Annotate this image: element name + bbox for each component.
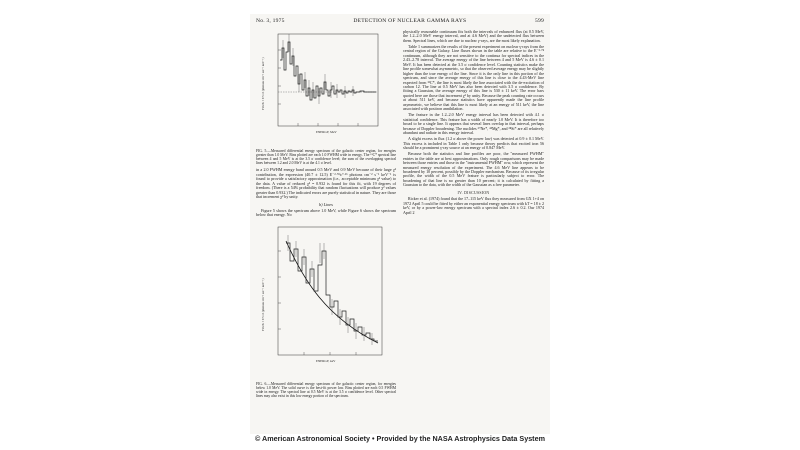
left-paragraph-1: in a 2.0 FWHM energy band around 0.5 MeV and 0.9 MeV because of their large χ² contribution, the expression (40.7 ± 12.5) E⁻²·⁷⁸±⁰·¹⁶ photons cm⁻² s⁻¹ keV⁻¹ is found to provide a satisfactory approximation (i.e., acceptable minimum χ² value) to the data. A value of reduced χ² = 0.932 is found for this fit, with 19 degrees of freedom. (There is a 54% probability that random fluctuations will produce χ² values greater than 0.932.) The indicated errors are purely statistical in nature. They are those that increment χ² by unity. — [256, 167, 396, 200]
figure-6-caption: FIG. 6.—Measured differential energy spectrum of the galactic center region, for energies below 1.0 MeV. The solid curve is the best-fit power law. Bins plotted are each 0.5 FWHM wide in energy. The spectral line at 0.5 MeV is at the 3.5 σ confidence level. Other spectral lines may also exist in this low energy portion of the spectrum. — [256, 381, 396, 399]
figure-5 — [256, 30, 396, 148]
figure-5-y-axis-label: FLUX × E^1.5 (photons cm⁻² sec⁻¹ keV⁻¹) — [261, 57, 265, 110]
figure-5-x-axis-label: ENERGY, MeV — [316, 130, 337, 134]
figure-6-y-axis-label: FLUX × E^1.5 (photons cm⁻² sec⁻¹ keV⁻¹) — [261, 278, 265, 331]
right-column — [403, 30, 544, 217]
right-paragraph-2: Table 1 summarizes the results of the present experiment on nuclear γ-rays from the central region of the Galaxy. Line fluxes shown in the table are relative to the E⁻²·⁷⁸ continuum, although they are not sensitive to the continua for spectral indices in the 2.43–2.78 interval. The average energy of the line between 4 and 5 MeV is 4.6 ± 0.1 MeV. It has been detected at the 3.5 σ confidence level. Counting statistics make the line profile somewhat asymmetric, so that the observed average energy may be slightly higher than the true energy of the line. Since it is the only line in this portion of the spectrum, and since the average energy of this line is close to the 4.43-MeV line expected from ¹²C*, the line is most likely the line associated with the de-excitation of carbon 12. The line at 0.5 MeV has also been detected with 3.5 σ confidence. By fitting a Gaussian, the average energy of this line is 530 ± 11 keV. The error bars quoted here are those that increment χ² by unity. Because the peak counting rate occurs at about 511 keV, and because statistics have apparently made the line profile asymmetric, we believe that this line is most likely at an energy of 511 keV, the line associated with positron annihilation. — [403, 43, 544, 112]
right-paragraph-5: Because both the statistics and line profiles are poor, the "measured FWHM" entries in the table are at best approximations. Only rough comparisons may be made between those entries and those in the "instrumental FWHM" row, which represent the measured energy resolution of the experiment. The 4.6 MeV line appears to be broadened by 10 percent, possibly by the Doppler mechanism. Because of its irregular profile, the width of the 0.5 MeV feature is particularly subject to error. The broadening of that line is no greater than 10 percent; it is calculated by fitting a Gaussian to the data, with the width of the Gaussian as a free parameter. — [403, 151, 544, 188]
figure-6-x-axis-label: ENERGY, keV — [316, 358, 336, 363]
running-title: DETECTION OF NUCLEAR GAMMA RAYS — [353, 18, 467, 24]
figure-6-plot — [256, 221, 396, 381]
issue-label: No. 3, 1975 — [256, 18, 285, 24]
right-paragraph-1: physically reasonable continuum fits both the intervals of enhanced flux (at 0.5 MeV, the 1.2–2.0 MeV energy interval, and at 4.6 MeV) and the undetected flux between them. Spectral lines, which are due to nuclear γ-rays, are the most likely explanation. — [403, 29, 544, 43]
journal-page — [250, 14, 550, 434]
section-heading-discussion: IV. DISCUSSION — [457, 190, 490, 195]
section-heading-lines: b) Lines — [319, 201, 333, 207]
figure-6 — [256, 221, 396, 381]
right-paragraph-6: Ricker et al. (1974) found that the 17–115 keV flux they measured from GX 1+4 on 1972 April 5 could be fitted by either an exponential energy spectrum with kT = 18 ± 2 keV, or by a power-law energy spectrum with a spectral index 2.6 ± 0.2. Our 1974 April 2 — [403, 196, 544, 215]
right-paragraph-4: A slight excess in flux (1.2 σ above the power law) was detected at 0.9 ± 0.1 MeV. This excess is included in Table 1 only because theory predicts that excited iron 56 should be a prominent γ-ray source at an energy of 0.847 MeV. — [403, 136, 544, 151]
page-number: 599 — [535, 18, 544, 24]
left-column — [256, 30, 396, 401]
right-paragraph-3: The feature in the 1.2–2.0 MeV energy interval has been detected with 4.1 σ statistical confidence. This feature has a width of nearly 1.0 MeV. It is therefore too broad to be a single line. It appears that several lines overlap in that interval, perhaps because of Doppler broadening. The nuclides ²⁰Ne*, ²⁴Mg*, and ²⁸Si* are all relatively abundant and radiate in this energy interval. — [403, 112, 544, 136]
page-header — [256, 18, 544, 24]
left-paragraph-2: Figure 5 shows the spectrum above 1.0 MeV, while Figure 6 shows the spectrum below that energy. No — [256, 208, 396, 218]
figure-5-caption: FIG. 5.—Measured differential energy spectrum of the galactic center region, for energies greater than 1.0 MeV. Bins plotted are each 1.0 FWHM wide in energy. The ¹²C* spectral line between 4 and 5 MeV is at the 3.5 σ confidence level; the sum of the overlapping spectral lines between 1.2 and 2.0 MeV is at the 4.1 σ level. — [256, 149, 396, 166]
ads-footer: © American Astronomical Society • Provided by the NASA Astrophysics Data System — [255, 434, 545, 443]
